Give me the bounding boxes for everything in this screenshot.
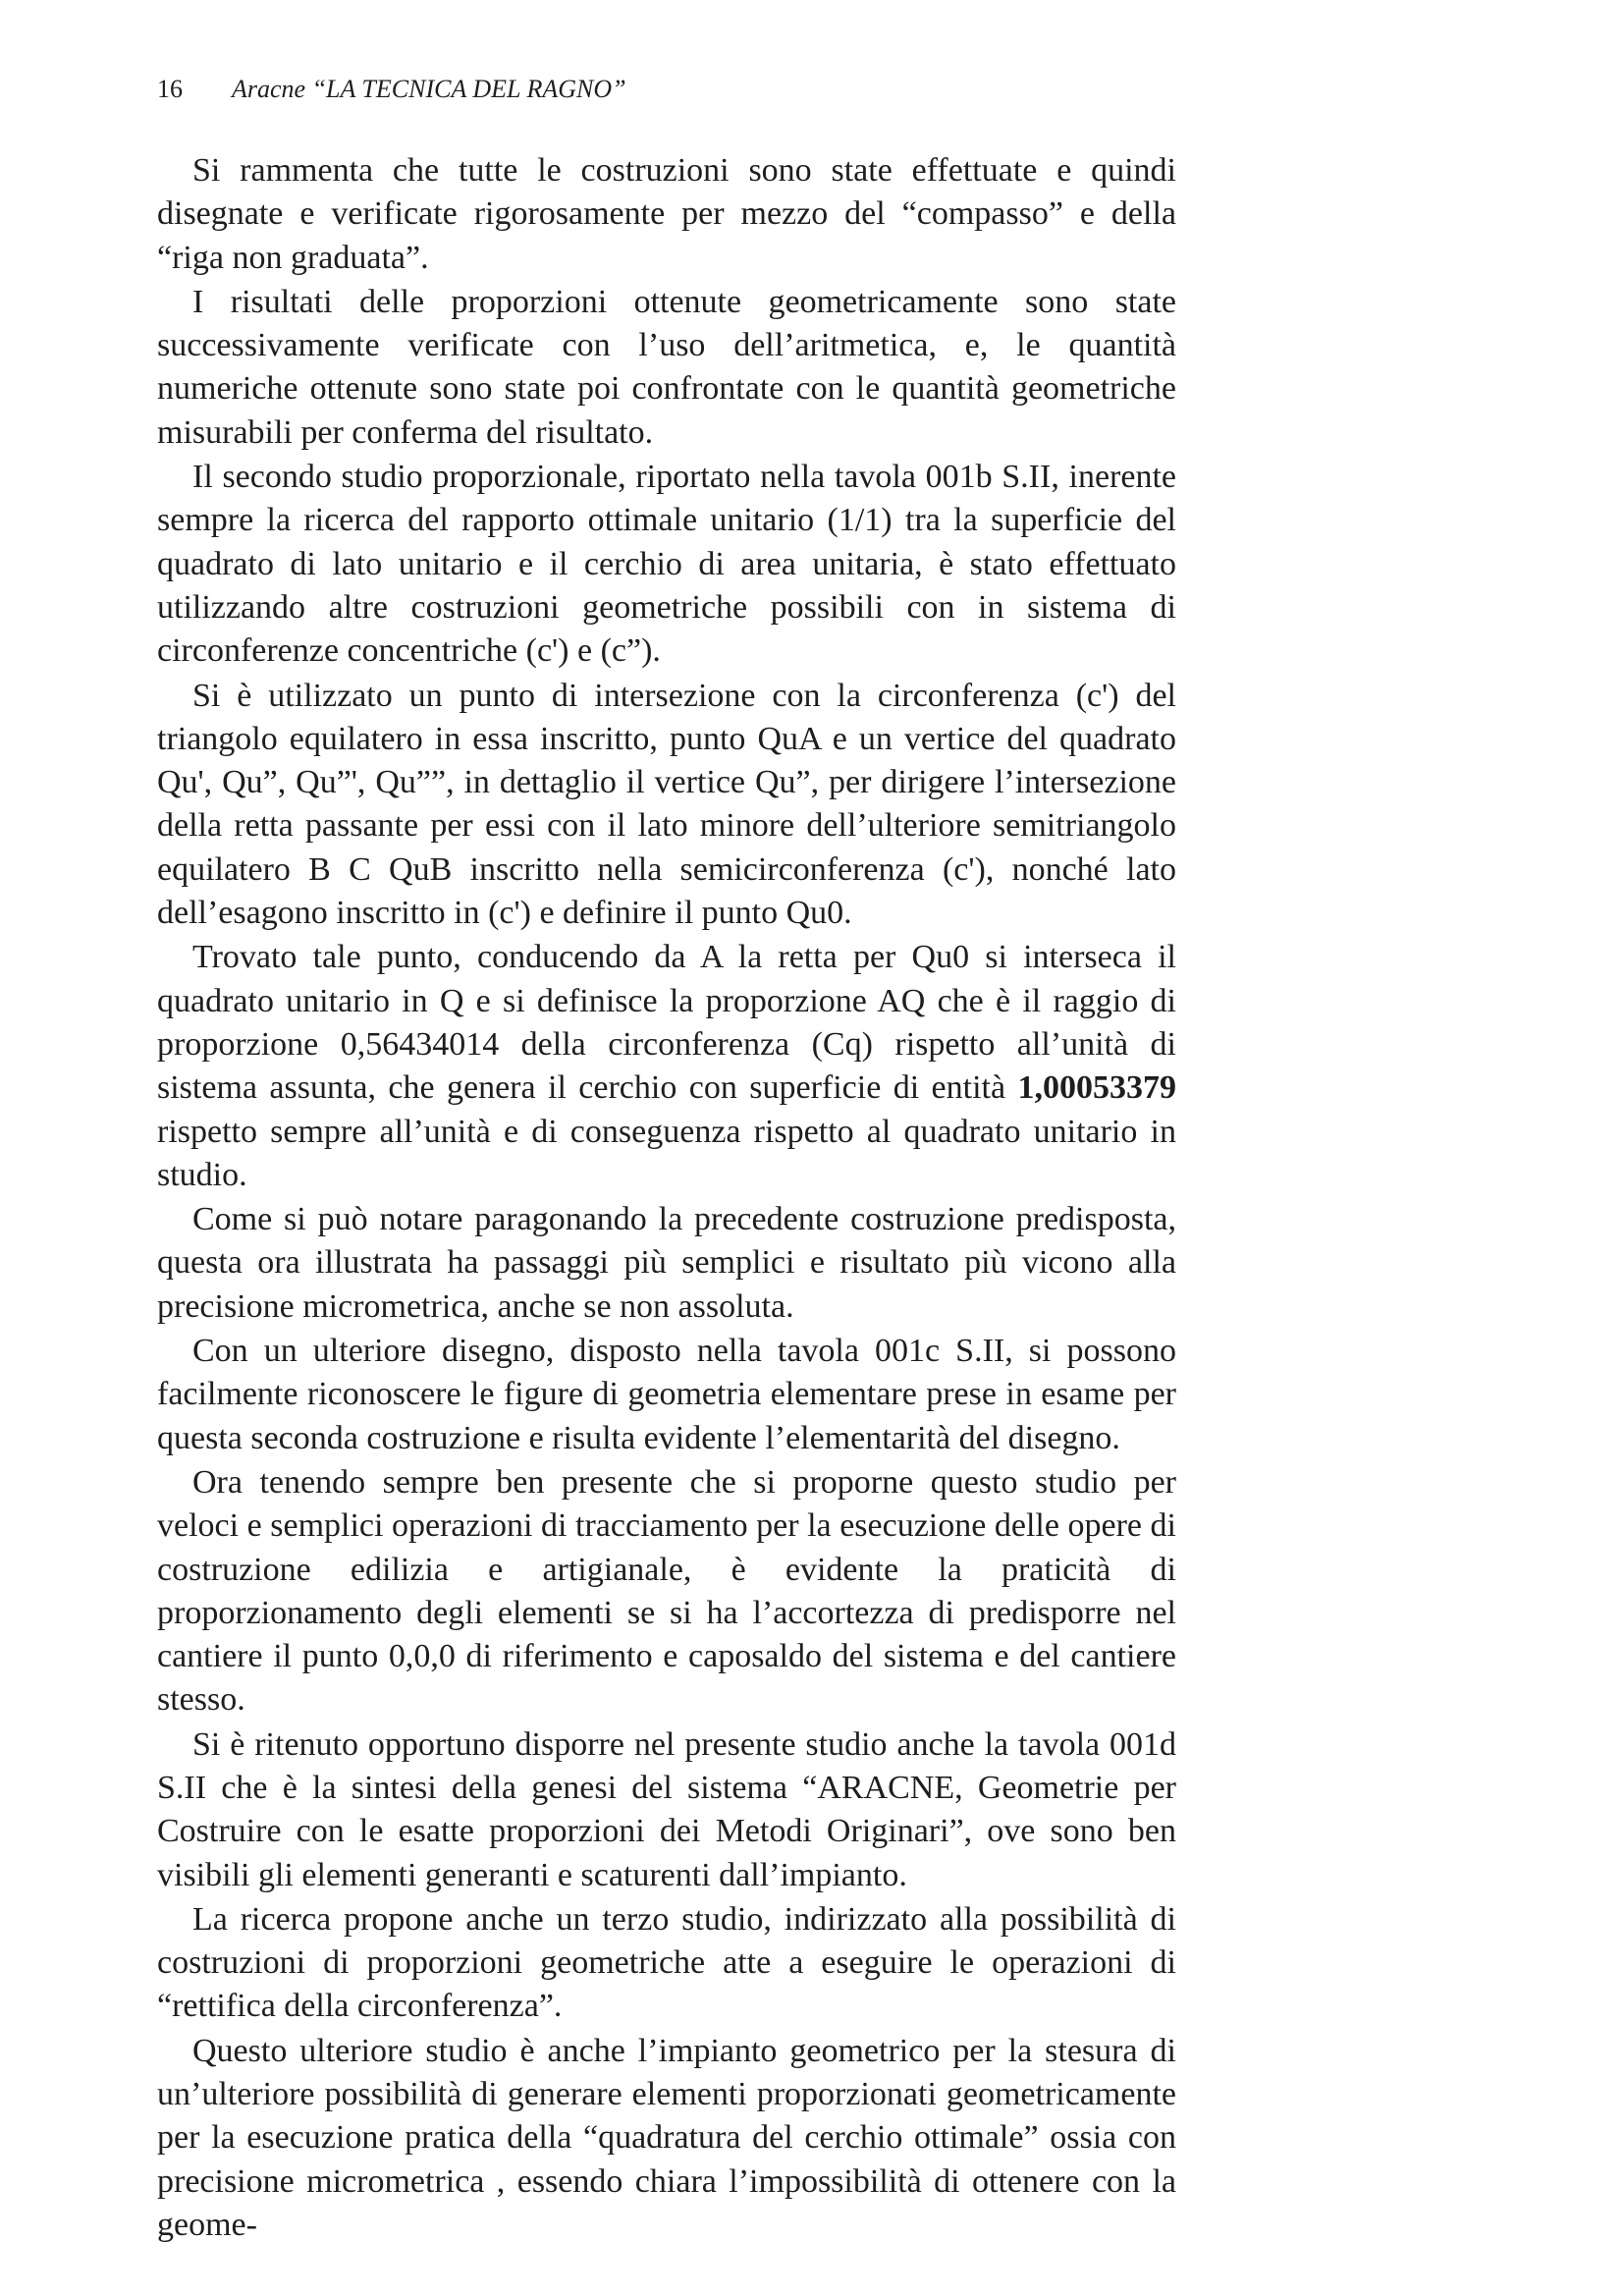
- paragraph-5: [157, 936, 1176, 1197]
- paragraph-2: I risultati delle proporzioni ottenute geometricamente sono state successivamente verificate con l’uso dell’aritmetica, e, le quantità numeriche ottenute sono state poi confrontate con le quantità geometriche misurabili per conferma del risultato.: [157, 283, 1176, 451]
- paragraph-8: Ora tenendo sempre ben presente che si proporne questo studio per veloci e semplici operazioni di tracciamento per la esecuzione delle opere di costruzione edilizia e artigianale, è evidente la praticità di proporzionamento degli elementi se si ha l’accortezza di predisporre nel cantiere il punto 0,0,0 di riferimento e caposaldo del sistema e del cantiere stesso.: [157, 1463, 1176, 1719]
- paragraph-9: Si è ritenuto opportuno disporre nel presente studio anche la tavola 001d S.II che è la sintesi della genesi del sistema “ARACNE, Geometrie per Costruire con le esatte proporzioni dei Metodi Originari”, ove sono ben visibili gli elementi generanti e scaturenti dall’impianto.: [157, 1725, 1176, 1893]
- paragraph-4: Si è utilizzato un punto di intersezione con la circonferenza (c') del triangolo equilatero in essa inscritto, punto QuA e un vertice del quadrato Qu', Qu”, Qu”', Qu””, in dettaglio il vertice Qu”, per dirigere l’intersezione della retta passante per essi con il lato minore dell’ulteriore semitriangolo equilatero B C QuB inscritto nella semicirconferenza (c'), nonché lato dell’esagono inscritto in (c') e definire il punto Qu0.: [157, 677, 1176, 932]
- page-number: 16: [157, 75, 183, 103]
- paragraph-6: Come si può notare paragonando la precedente costruzione predisposta, questa ora illustrata ha passaggi più semplici e risultato più vicono alla precisione micrometrica, anche se non assoluta.: [157, 1201, 1176, 1325]
- paragraph-3: Il secondo studio proporzionale, riportato nella tavola 001b S.II, inerente sempre la ricerca del rapporto ottimale unitario (1/1) tra la superficie del quadrato di lato unitario e il cerchio di area unitaria, è stato effettuato utilizzando altre costruzioni geometriche possibili con in sistema di circonferenze concentriche (c') e (c”).: [157, 459, 1176, 670]
- paragraph-1: Si rammenta che tutte le costruzioni sono state effettuate e quindi disegnate e verificate rigorosamente per mezzo del “compasso” e della “riga non graduata”.: [157, 152, 1176, 276]
- paragraph-7: Con un ulteriore disegno, disposto nella tavola 001c S.II, si possono facilmente riconoscere le figure di geometria elementare prese in esame per questa seconda costruzione e risulta evidente l’elementarità del disegno.: [157, 1333, 1176, 1456]
- running-head: [157, 71, 626, 108]
- paragraph-11: Questo ulteriore studio è anche l’impianto geometrico per la stesura di un’ulteriore possibilità di generare elementi proporzionati geometricamente per la esecuzione pratica della “quadratura del cerchio ottimale” ossia con precisione micrometrica , essendo chiara l’impossibilità di ottenere con la geome-: [157, 2032, 1176, 2243]
- paragraph-5-text-before: Trovato tale punto, conducendo da A la retta per Qu0 si interseca il quadrato unitario in Q e si definisce la proporzione AQ che è il raggio di proporzione 0,56434014 della circonferenza (Cq) rispetto all’unità di sistema assunta, che genera il cerchio con superficie di entità: [157, 939, 1176, 1107]
- bold-value: 1,00053379: [1017, 1069, 1176, 1107]
- paragraph-10: La ricerca propone anche un terzo studio, indirizzato alla possibilità di costruzioni di proporzioni geometriche atte a eseguire le operazioni di “rettifica della circonferenza”.: [157, 1900, 1176, 2025]
- paragraph-5-text-after: rispetto sempre all’unità e di conseguenza rispetto al quadrato unitario in studio.: [157, 1113, 1176, 1193]
- running-title: Aracne “LA TECNICA DEL RAGNO”: [232, 75, 626, 103]
- body-text: [157, 149, 1176, 2247]
